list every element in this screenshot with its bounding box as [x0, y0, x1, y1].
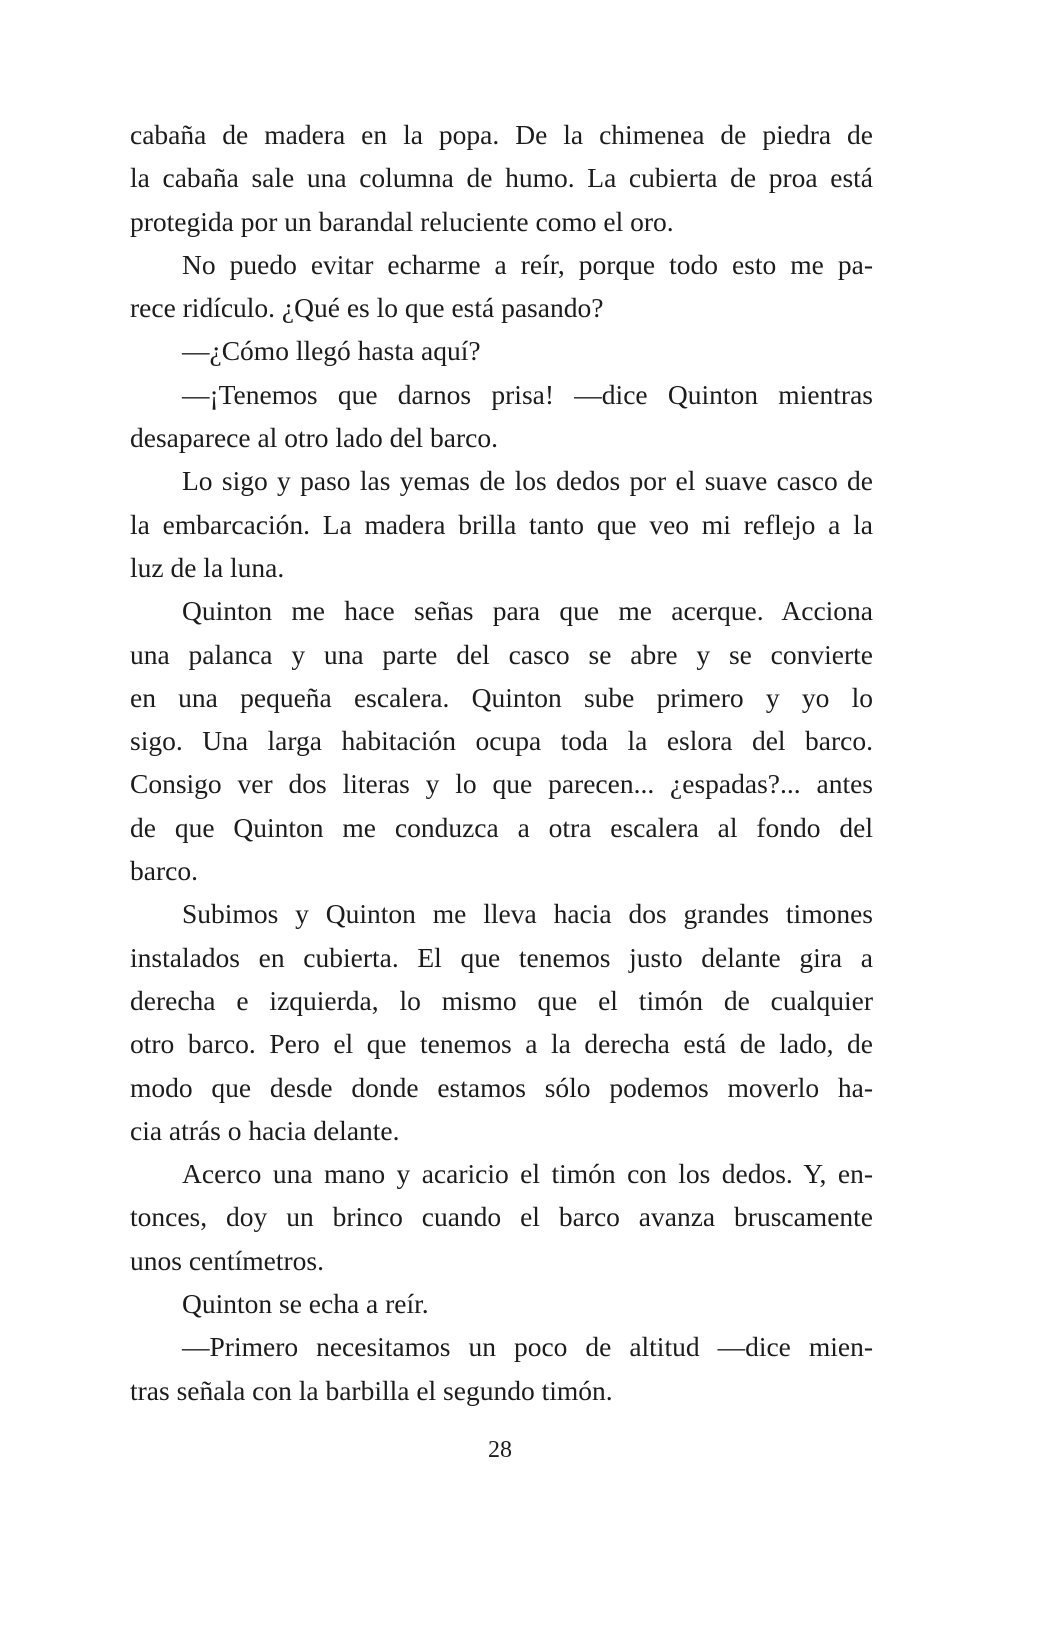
text-line: una palanca y una parte del casco se abre y se convierte — [130, 638, 873, 670]
text-line: Acerco una mano y acaricio el timón con los dedos. Y, en- — [182, 1158, 873, 1190]
page-number: 28 — [488, 1437, 512, 1463]
text-line: cabaña de madera en la popa. De la chimenea de piedra de — [130, 119, 873, 150]
text-line: en una pequeña escalera. Quinton sube primero y yo lo — [130, 681, 873, 713]
text-line: la cabaña sale una columna de humo. La cubierta de proa está — [130, 162, 873, 194]
text-line: luz de la luna. — [130, 551, 285, 583]
text-line: Quinton me hace señas para que me acerque. Acciona — [182, 595, 873, 627]
text-line: Consigo ver dos literas y lo que parecen... ¿espadas?... antes — [130, 768, 873, 800]
text-line: rece ridículo. ¿Qué es lo que está pasando? — [130, 292, 604, 324]
body-text — [130, 113, 873, 1412]
text-line: la embarcación. La madera brilla tanto que veo mi reflejo a la — [130, 508, 873, 540]
text-line: de que Quinton me conduzca a otra escalera al fondo del — [130, 811, 873, 843]
text-line: sigo. Una larga habitación ocupa toda la eslora del barco. — [130, 725, 873, 757]
text-line: modo que desde donde estamos sólo podemos moverlo ha- — [130, 1071, 873, 1103]
text-line: unos centímetros. — [130, 1244, 324, 1276]
text-line: No puedo evitar echarme a reír, porque todo esto me pa- — [182, 248, 873, 280]
text-line: desaparece al otro lado del barco. — [130, 422, 499, 454]
text-line: tras señala con la barbilla el segundo timón. — [130, 1374, 613, 1406]
text-line: —¿Cómo llegó hasta aquí? — [182, 335, 481, 367]
text-line: Quinton se echa a reír. — [182, 1288, 429, 1320]
text-line: —Primero necesitamos un poco de altitud —dice mien- — [182, 1331, 873, 1363]
text-line: instalados en cubierta. El que tenemos justo delante gira a — [130, 941, 873, 973]
text-line: protegida por un barandal reluciente como el oro. — [130, 205, 674, 237]
text-line: barco. — [130, 855, 198, 887]
text-line: tonces, doy un brinco cuando el barco avanza bruscamente — [130, 1201, 873, 1233]
text-line: —¡Tenemos que darnos prisa! —dice Quinton mientras — [182, 378, 873, 410]
text-line: otro barco. Pero el que tenemos a la derecha está de lado, de — [130, 1028, 873, 1060]
text-line: Lo sigo y paso las yemas de los dedos por el suave casco de — [182, 465, 873, 497]
text-line: Subimos y Quinton me lleva hacia dos grandes timones — [182, 898, 873, 930]
text-line: derecha e izquierda, lo mismo que el timón de cualquier — [130, 984, 873, 1016]
text-line: cia atrás o hacia delante. — [130, 1114, 400, 1146]
